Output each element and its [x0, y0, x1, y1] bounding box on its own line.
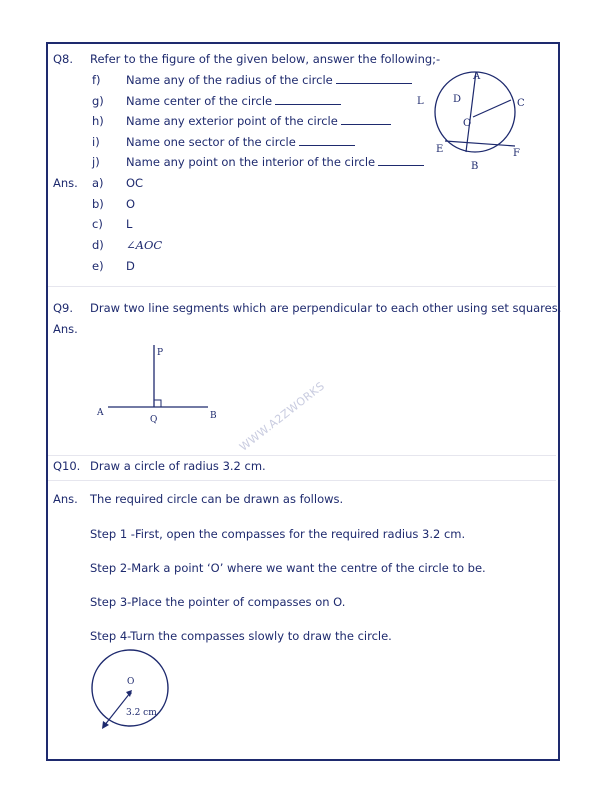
point-a-label: A	[97, 408, 104, 418]
question-number: Q8.	[53, 52, 74, 66]
answer-intro: The required circle can be drawn as follows.	[90, 492, 344, 506]
section-divider	[48, 286, 556, 287]
item-text: Name one sector of the circle	[126, 135, 355, 149]
answer-label: Ans.	[53, 322, 78, 336]
section-divider	[48, 480, 556, 481]
point-a-label: A	[473, 71, 481, 82]
point-e-label: E	[436, 144, 444, 155]
centre-o-label: O	[127, 677, 135, 687]
point-f-label: F	[513, 148, 520, 159]
answer-text: O	[126, 197, 136, 211]
item-label: i)	[92, 135, 100, 149]
point-o-label: O	[463, 118, 472, 129]
circle-figure	[405, 62, 545, 177]
question-number: Q9.	[53, 301, 74, 315]
answer-text: D	[126, 259, 135, 273]
watermark: WWW.A2ZWORKS	[237, 379, 328, 454]
item-label: g)	[92, 94, 104, 108]
answer-text: ∠AOC	[126, 238, 163, 252]
question-prompt: Draw two line segments which are perpendicular to each other using set squares.	[90, 301, 562, 315]
question-number: Q10.	[53, 459, 81, 473]
arrow-head-icon	[102, 721, 109, 729]
answer-item-label: a)	[92, 176, 104, 190]
point-c-label: C	[517, 98, 525, 109]
answer-label: Ans.	[53, 492, 78, 506]
answer-blank	[341, 115, 391, 125]
item-text: Name center of the circle	[126, 94, 341, 108]
radius-label: 3.2 cm	[126, 708, 157, 718]
answer-text: OC	[126, 176, 144, 190]
item-text: Name any exterior point of the circle	[126, 114, 391, 128]
item-label: f)	[92, 73, 101, 87]
step-text: Step 2-Mark a point ‘O’ where we want the centre of the circle to be.	[90, 561, 486, 575]
item-text: Name any point on the interior of the circle	[126, 155, 424, 169]
step-text: Step 3-Place the pointer of compasses on O.	[90, 595, 346, 609]
answer-item-label: e)	[92, 259, 104, 273]
step-text: Step 4-Turn the compasses slowly to draw the circle.	[90, 629, 392, 643]
answer-label: Ans.	[53, 176, 78, 190]
diameter-ab	[466, 72, 476, 152]
circle-radius-figure	[82, 648, 192, 740]
answer-item-label: b)	[92, 197, 104, 211]
section-divider	[48, 455, 556, 456]
answer-blank	[275, 95, 341, 105]
item-label: j)	[92, 155, 100, 169]
point-l-label: L	[417, 96, 424, 107]
item-text: Name any of the radius of the circle	[126, 73, 412, 87]
point-b-label: B	[210, 411, 217, 421]
answer-item-label: c)	[92, 217, 103, 231]
question-prompt: Draw a circle of radius 3.2 cm.	[90, 459, 266, 473]
perpendicular-lines-figure	[90, 340, 230, 430]
point-p-label: P	[157, 348, 164, 358]
step-text: Step 1 -First, open the compasses for the required radius 3.2 cm.	[90, 527, 466, 541]
point-q-label: Q	[150, 415, 158, 425]
item-label: h)	[92, 114, 104, 128]
point-b-label: B	[471, 161, 479, 172]
answer-blank	[336, 74, 412, 84]
answer-item-label: d)	[92, 238, 104, 252]
radius-oc	[473, 100, 511, 117]
question-prompt: Refer to the figure of the given below, answer the following;-	[90, 52, 441, 66]
chord-ef	[445, 141, 515, 146]
answer-blank	[299, 136, 355, 146]
right-angle-marker	[154, 400, 161, 407]
point-d-label: D	[453, 94, 462, 105]
answer-text: L	[126, 217, 133, 231]
